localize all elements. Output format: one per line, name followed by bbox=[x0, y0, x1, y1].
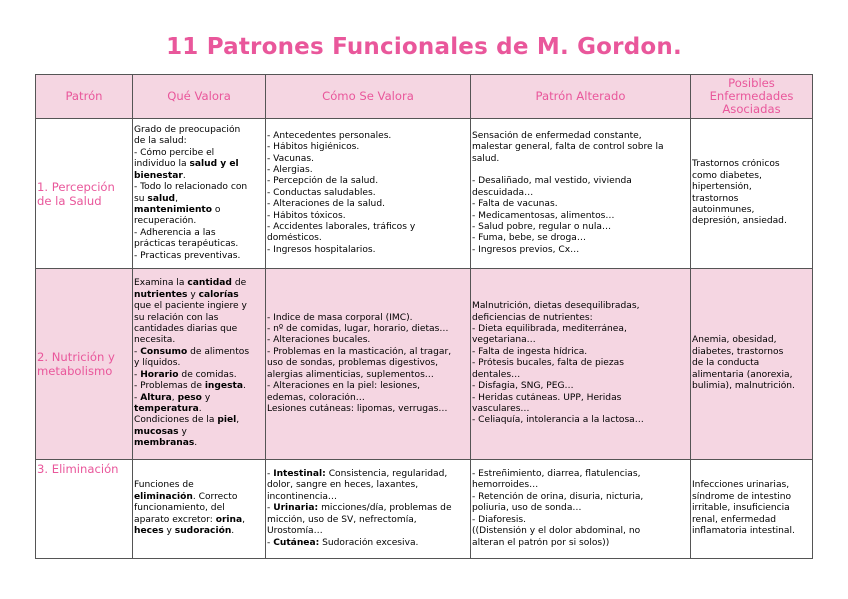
cell-line: hemorroides… bbox=[472, 480, 539, 491]
enfermedades-cell bbox=[691, 119, 813, 269]
cell-line: - Fuma, bebe, se droga… bbox=[472, 233, 586, 244]
cell-line: necesita. bbox=[134, 335, 176, 346]
como-valora-cell bbox=[266, 269, 471, 460]
cell-line: - Intestinal: Consistencia, regularidad, bbox=[267, 469, 448, 480]
cell-line: - Todo lo relacionado con bbox=[134, 182, 248, 193]
header-que-valora: Qué Valora bbox=[133, 75, 266, 119]
cell-line: Examina la cantidad de bbox=[134, 278, 247, 289]
cell-line: mucosas y bbox=[134, 426, 187, 437]
cell-line: - Alergias. bbox=[267, 164, 313, 175]
cell-line: recuperación. bbox=[134, 216, 197, 227]
cell-line: - Antecedentes personales. bbox=[267, 130, 392, 141]
cell-line: funcionamiento, del bbox=[134, 503, 225, 514]
cell-line: - Prótesis bucales, falta de piezas bbox=[472, 358, 624, 369]
gordon-patterns-table bbox=[35, 74, 813, 559]
cell-line: - Hábitos tóxicos. bbox=[267, 210, 346, 221]
cell-line: Infecciones urinarias, bbox=[692, 480, 790, 491]
table-row bbox=[36, 460, 813, 559]
enfermedades-cell bbox=[691, 460, 813, 559]
cell-line: - Practicas preventivas. bbox=[134, 250, 241, 261]
cell-line: dentales… bbox=[472, 369, 521, 380]
cell-line: - Celiaquía, intolerancia a la lactosa… bbox=[472, 415, 644, 426]
cell-line: - Retención de orina, disuria, nicturia, bbox=[472, 491, 644, 502]
cell-line: - Disfagia, SNG, PEG… bbox=[472, 381, 574, 392]
cell-line: nutrientes y calorías bbox=[134, 289, 239, 300]
como-valora-cell bbox=[266, 119, 471, 269]
cell-line: dolor, sangre en heces, laxantes, bbox=[267, 480, 419, 491]
cell-line: Funciones de bbox=[134, 480, 194, 491]
que-valora-cell bbox=[133, 119, 266, 269]
cell-line: - Alteraciones bucales. bbox=[267, 335, 371, 346]
patron-alterado-cell bbox=[471, 269, 691, 460]
cell-line: - Salud pobre, regular o nula… bbox=[472, 222, 612, 233]
cell-line: - Ingresos hospitalarios. bbox=[267, 244, 376, 255]
cell-line: individuo la salud y el bbox=[134, 159, 239, 170]
cell-line: - Accidentes laborales, tráficos y bbox=[267, 222, 416, 233]
cell-line: - Vacunas. bbox=[267, 153, 314, 164]
cell-line: descuidada… bbox=[472, 187, 534, 198]
cell-line: micción, uso de SV, nefrectomía, bbox=[267, 514, 417, 525]
cell-line: - Diaforesis. bbox=[472, 514, 527, 525]
cell-line: - Estreñimiento, diarrea, flatulencias, bbox=[472, 469, 641, 480]
cell-line: domésticos. bbox=[267, 233, 322, 244]
cell-line: poliuria, uso de sonda… bbox=[472, 503, 582, 514]
cell-line: - Ingresos previos, Cx… bbox=[472, 244, 580, 255]
cell-line: que el paciente ingiere y bbox=[134, 301, 247, 312]
patron-cell: 3. Eliminación bbox=[36, 460, 133, 559]
cell-line: Anemia, obesidad, bbox=[692, 335, 777, 346]
cell-line: depresión, ansiedad. bbox=[692, 216, 787, 227]
cell-line: renal, enfermedad bbox=[692, 514, 777, 525]
cell-line: deficiencias de nutrientes: bbox=[472, 312, 593, 323]
cell-line: - Horario de comidas. bbox=[134, 369, 237, 380]
cell-line: - Heridas cutáneas. UPP, Heridas bbox=[472, 392, 622, 403]
cell-line: - Medicamentosas, alimentos… bbox=[472, 210, 615, 221]
cell-line: Malnutrición, dietas desequilibradas, bbox=[472, 301, 640, 312]
cell-line: - Problemas de ingesta. bbox=[134, 381, 246, 392]
cell-line: de la salud: bbox=[134, 136, 187, 147]
header-patron-alterado: Patrón Alterado bbox=[471, 75, 691, 119]
enfermedades-cell bbox=[691, 269, 813, 460]
cell-line: uso de sondas, problemas digestivos, bbox=[267, 358, 439, 369]
cell-line: - nº de comidas, lugar, horario, dietas… bbox=[267, 324, 449, 335]
cell-line: - Dieta equilibrada, mediterránea, bbox=[472, 324, 627, 335]
cell-line: temperatura. bbox=[134, 403, 202, 414]
cell-line: membranas. bbox=[134, 438, 198, 449]
cell-line: síndrome de intestino bbox=[692, 491, 792, 502]
cell-line: - Problemas en la masticación, al tragar, bbox=[267, 346, 452, 357]
table-row bbox=[36, 269, 813, 460]
como-valora-cell bbox=[266, 460, 471, 559]
que-valora-cell bbox=[133, 269, 266, 460]
cell-line: Urostomía… bbox=[267, 526, 323, 537]
cell-line: alimentaria (anorexia, bbox=[692, 369, 793, 380]
cell-line: mantenimiento o bbox=[134, 204, 221, 215]
cell-line: Condiciones de la piel, bbox=[134, 415, 240, 426]
cell-line: - Percepción de la salud. bbox=[267, 176, 379, 187]
cell-line: - Falta de ingesta hídrica. bbox=[472, 346, 588, 357]
cell-line: irritable, insuficiencia bbox=[692, 503, 790, 514]
cell-line: bienestar. bbox=[134, 170, 186, 181]
cell-line: - Cómo percibe el bbox=[134, 147, 215, 158]
cell-line: incontinencia… bbox=[267, 491, 338, 502]
cell-line: - Hábitos higiénicos. bbox=[267, 142, 360, 153]
cell-line: hipertensión, bbox=[692, 182, 752, 193]
cell-line: Lesiones cutáneas: lipomas, verrugas… bbox=[267, 403, 448, 414]
cell-line: su salud, bbox=[134, 193, 178, 204]
cell-line: alergias alimenticias, suplementos… bbox=[267, 369, 434, 380]
cell-line: diabetes, trastornos bbox=[692, 346, 784, 357]
cell-line: heces y sudoración. bbox=[134, 526, 235, 537]
patron-alterado-cell bbox=[471, 119, 691, 269]
cell-line: - Alteraciones en la piel: lesiones, bbox=[267, 381, 421, 392]
cell-line: - Adherencia a las bbox=[134, 227, 216, 238]
cell-line: cantidades diarias que bbox=[134, 324, 238, 335]
cell-line: prácticas terapéuticas. bbox=[134, 239, 239, 250]
cell-line: - Urinaria: micciones/día, problemas de bbox=[267, 503, 452, 514]
cell-line bbox=[472, 165, 689, 176]
cell-line: - Conductas saludables. bbox=[267, 187, 376, 198]
cell-line: salud. bbox=[472, 153, 500, 164]
cell-line: - Consumo de alimentos bbox=[134, 346, 250, 357]
cell-line: como diabetes, bbox=[692, 170, 762, 181]
cell-line: Sensación de enfermedad constante, bbox=[472, 130, 642, 141]
patron-alterado-cell bbox=[471, 460, 691, 559]
cell-line: inflamatoria intestinal. bbox=[692, 526, 795, 537]
cell-line: malestar general, falta de control sobre la bbox=[472, 142, 664, 153]
cell-line: y líquidos. bbox=[134, 358, 181, 369]
cell-line: Grado de preocupación bbox=[134, 125, 241, 136]
cell-line: - Altura, peso y bbox=[134, 392, 211, 403]
cell-line: - Desaliñado, mal vestido, vivienda bbox=[472, 176, 632, 187]
header-enfermedades: Posibles Enfermedades Asociadas bbox=[691, 75, 813, 119]
cell-line: ((Distensión y el dolor abdominal, no bbox=[472, 526, 641, 537]
table-row bbox=[36, 119, 813, 269]
cell-line: - Cutánea: Sudoración excesiva. bbox=[267, 537, 419, 548]
cell-line: vegetariana… bbox=[472, 335, 536, 346]
header-como-valora: Cómo Se Valora bbox=[266, 75, 471, 119]
cell-line: - Falta de vacunas. bbox=[472, 199, 558, 210]
cell-line: autoinmunes, bbox=[692, 204, 755, 215]
cell-line: - Alteraciones de la salud. bbox=[267, 199, 385, 210]
cell-line: vasculares… bbox=[472, 403, 530, 414]
patron-cell: 1. Percepción de la Salud bbox=[36, 119, 133, 269]
cell-line: su relación con las bbox=[134, 312, 219, 323]
cell-line: - Índice de masa corporal (IMC). bbox=[267, 312, 413, 323]
header-patron: Patrón bbox=[36, 75, 133, 119]
cell-line: edemas, coloración… bbox=[267, 392, 365, 403]
cell-line: eliminación. Correcto bbox=[134, 491, 238, 502]
cell-line: bulimia), malnutrición. bbox=[692, 381, 795, 392]
patron-cell: 2. Nutrición y metabolismo bbox=[36, 269, 133, 460]
page-title: 11 Patrones Funcionales de M. Gordon. bbox=[166, 34, 682, 60]
table-header-row bbox=[36, 75, 813, 119]
cell-line: de la conducta bbox=[692, 358, 760, 369]
cell-line: trastornos bbox=[692, 193, 739, 204]
cell-line: aparato excretor: orina, bbox=[134, 514, 246, 525]
que-valora-cell bbox=[133, 460, 266, 559]
cell-line: Trastornos crónicos bbox=[692, 159, 780, 170]
cell-line: alteran el patrón por si solos)) bbox=[472, 537, 610, 548]
